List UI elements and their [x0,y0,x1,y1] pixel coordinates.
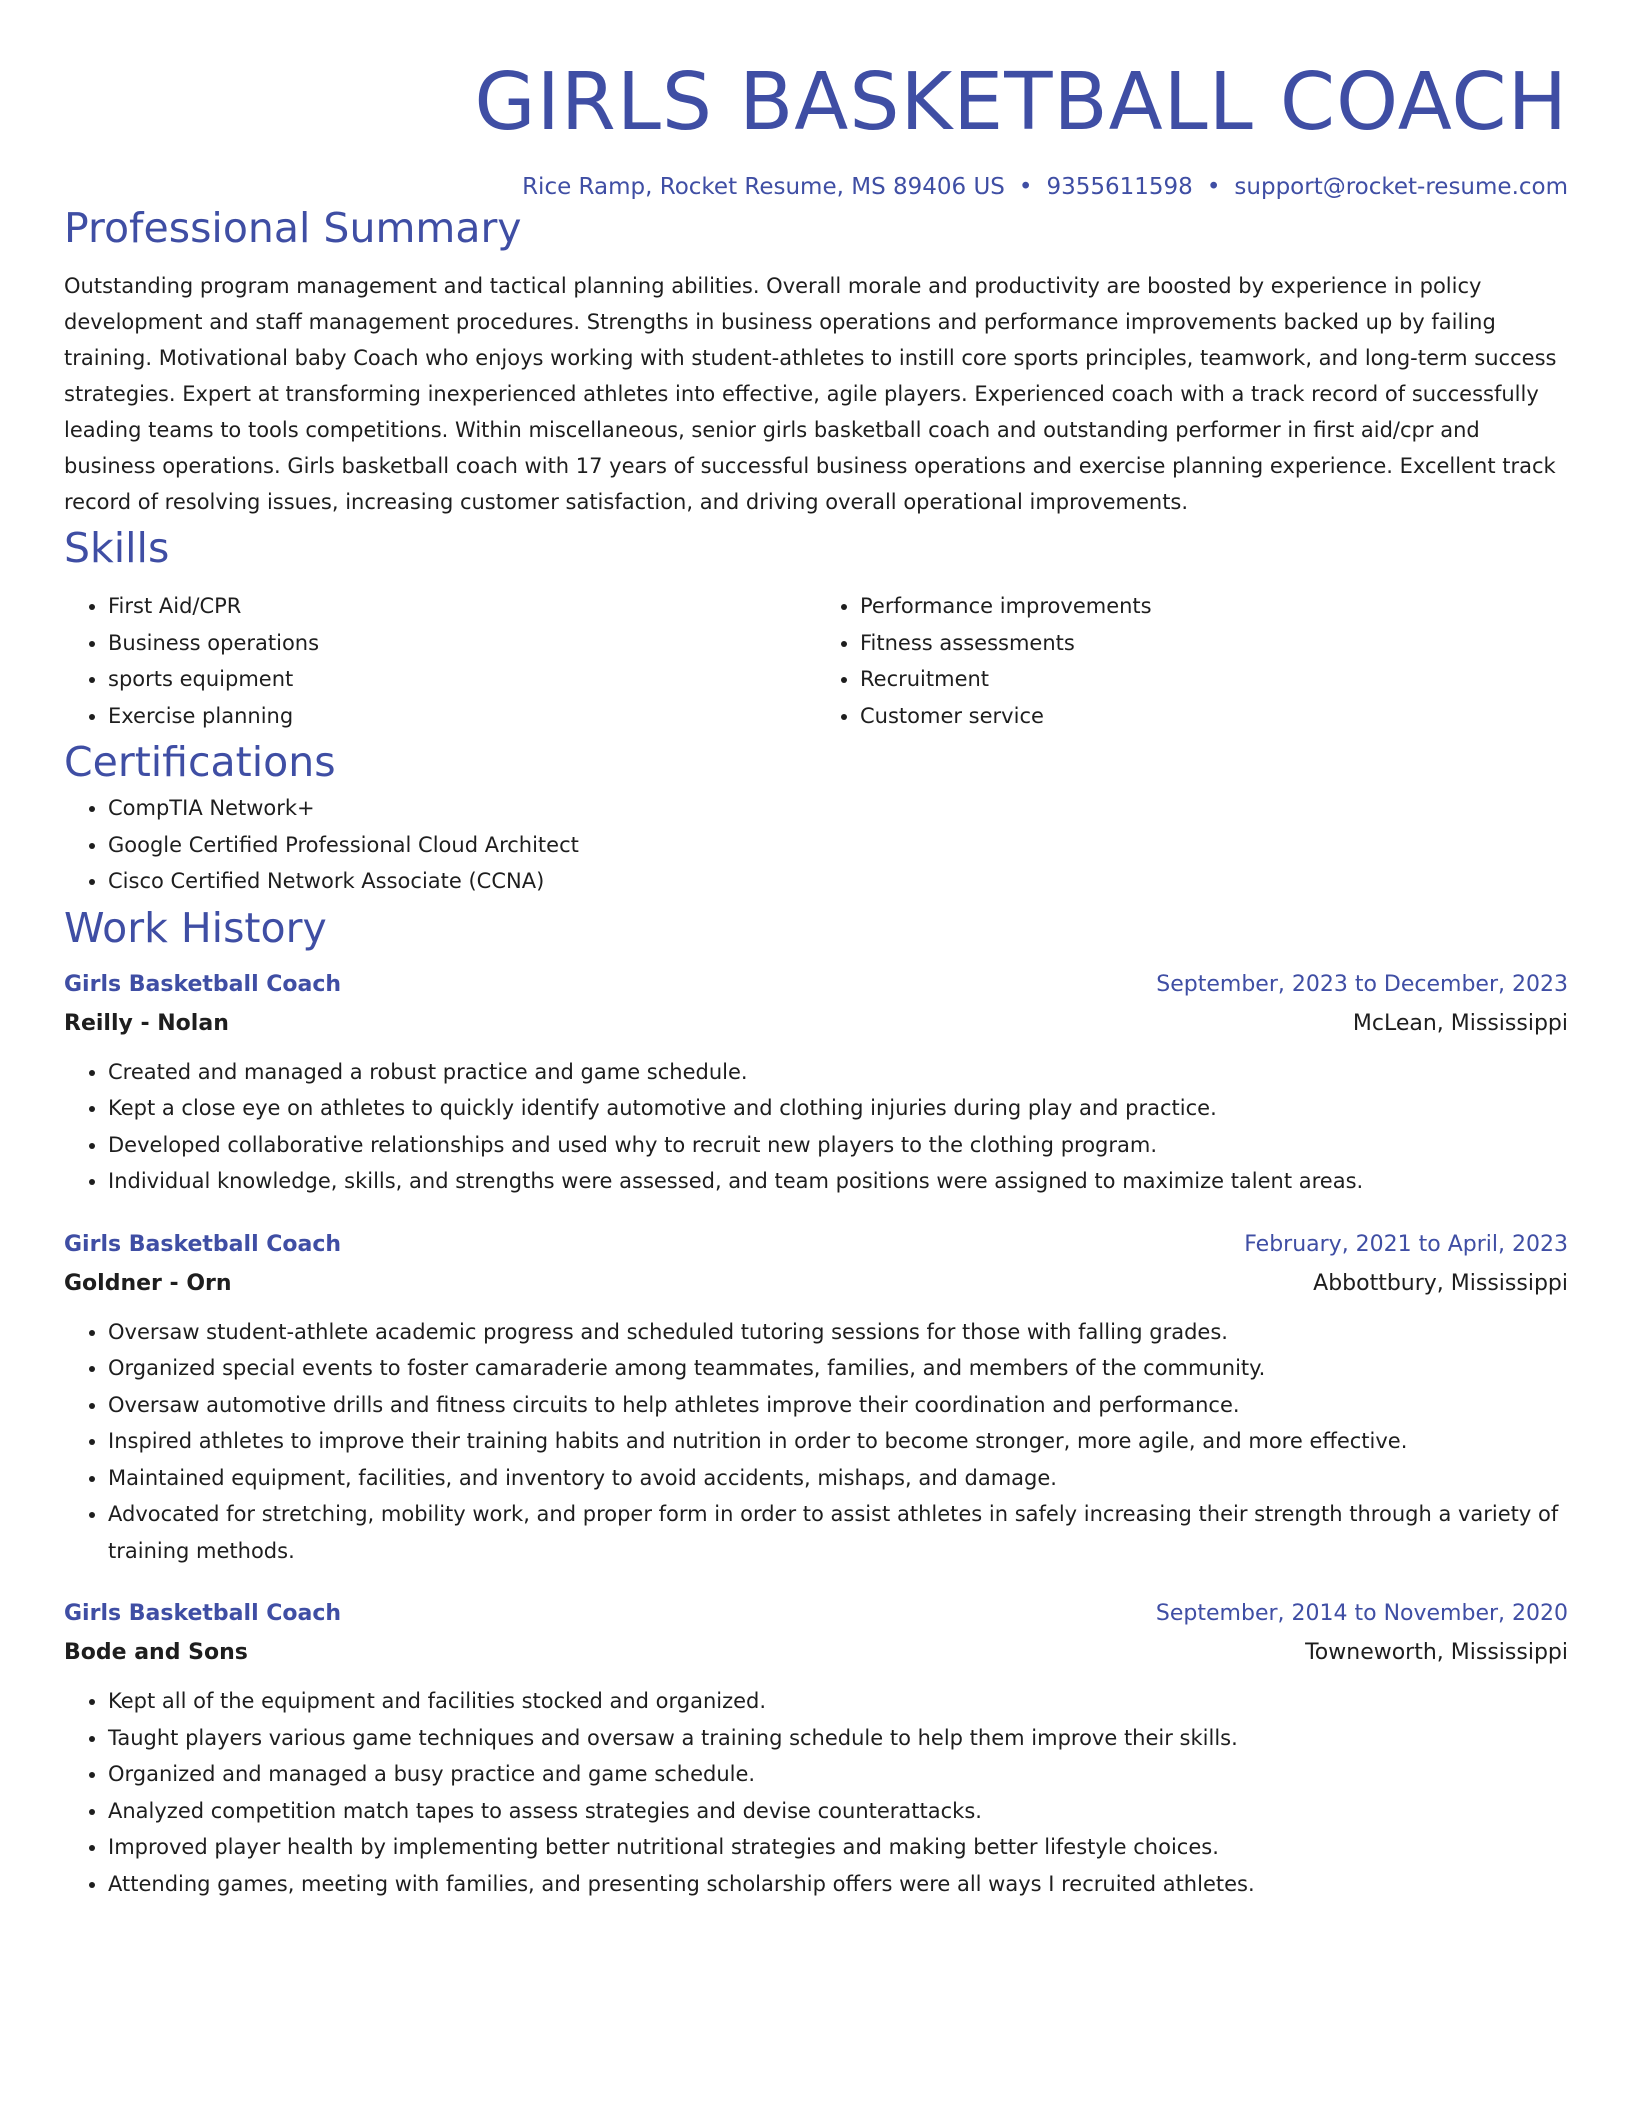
skill-item: • Fitness assessments [860,625,1568,662]
contact-separator: • [1018,174,1033,200]
skill-item: • Recruitment [860,661,1568,698]
job-header-row [64,966,1568,1004]
job-company: Goldner - Orn [64,1270,232,1296]
job-dates: September, 2023 to December, 2023 [1156,971,1568,997]
contact-email[interactable]: support@rocket-resume.com [1234,174,1568,200]
job-company: Bode and Sons [64,1640,248,1665]
job-duty: • Developed collaborative relationships and used why to recruit new players to the clothing program. [108,1127,1568,1164]
job-title: Girls Basketball Coach [64,1601,342,1626]
job-duties-list [64,1054,1568,1200]
job-duty: • Individual knowledge, skills, and strengths were assessed, and team positions were assigned to maximize talent areas. [108,1163,1568,1200]
job-duty: • Organized special events to foster camaraderie among teammates, families, and members of the community. [108,1350,1568,1387]
resume-header [64,0,1568,200]
skill-item: • Customer service [860,698,1568,735]
certification-item: • Cisco Certified Network Associate (CCNA) [108,863,1568,900]
job-entry [64,1226,1568,1570]
job-duty: • Created and managed a robust practice and game schedule. [108,1054,1568,1091]
skills-heading: Skills [64,524,170,572]
skill-item: • Exercise planning [108,698,816,735]
skill-item: • sports equipment [108,661,816,698]
job-duty: • Improved player health by implementing better nutritional strategies and making better lifestyle choices. [108,1829,1568,1866]
job-duty: • Organized and managed a busy practice and game schedule. [108,1756,1568,1793]
job-duty: • Attending games, meeting with families, and presenting scholarship offers were all ways I recruited athletes. [108,1866,1568,1903]
work-history-heading: Work History [64,903,327,952]
job-header-row [64,1595,1568,1633]
certifications-heading: Certifications [64,738,336,786]
job-location: Towneworth, Mississippi [1305,1640,1568,1665]
skills-grid [64,588,1568,734]
skill-item: • Performance improvements [860,588,1568,625]
skill-item: • First Aid/CPR [108,588,816,625]
job-duties-list [64,1314,1568,1570]
job-company-row [64,1004,1568,1044]
job-duty: • Analyzed competition match tapes to assess strategies and devise counterattacks. [108,1793,1568,1830]
job-company-row [64,1633,1568,1673]
job-duty: • Kept all of the equipment and facilities stocked and organized. [108,1683,1568,1720]
contact-line [64,174,1568,200]
certification-item: • CompTIA Network+ [108,790,1568,827]
contact-phone: 9355611598 [1046,174,1193,200]
job-header-row [64,1226,1568,1264]
contact-separator: • [1206,174,1221,200]
job-location: McLean, Mississippi [1352,1010,1568,1036]
job-duty: • Advocated for stretching, mobility work, and proper form in order to assist athletes in safely increasing their strength through a variety of training methods. [108,1496,1568,1569]
job-entry [64,1595,1568,1902]
contact-address: Rice Ramp, Rocket Resume, MS 89406 US [522,174,1005,200]
summary-heading: Professional Summary [64,204,522,252]
job-duty: • Kept a close eye on athletes to quickly identify automotive and clothing injuries during play and practice. [108,1090,1568,1127]
job-company: Reilly - Nolan [64,1010,229,1036]
job-dates: February, 2021 to April, 2023 [1244,1231,1568,1257]
job-duty: • Taught players various game techniques and oversaw a training schedule to help them improve their skills. [108,1720,1568,1757]
job-duties-list [64,1683,1568,1902]
skills-list-right [816,588,1568,734]
certification-item: • Google Certified Professional Cloud Architect [108,827,1568,864]
skills-list-left [64,588,816,734]
job-title: Girls Basketball Coach [64,1231,342,1257]
job-duty: • Maintained equipment, facilities, and inventory to avoid accidents, mishaps, and damage. [108,1460,1568,1497]
job-duty: • Oversaw student-athlete academic progress and scheduled tutoring sessions for those with falling grades. [108,1314,1568,1351]
job-company-row [64,1264,1568,1304]
certifications-list [64,790,1568,900]
job-duty: • Inspired athletes to improve their training habits and nutrition in order to become stronger, more agile, and more effective. [108,1423,1568,1460]
job-duty: • Oversaw automotive drills and fitness circuits to help athletes improve their coordination and performance. [108,1387,1568,1424]
job-dates: September, 2014 to November, 2020 [1155,1601,1568,1626]
job-title: Girls Basketball Coach [64,971,342,997]
job-entry [64,966,1568,1200]
skill-item: • Business operations [108,625,816,662]
job-title-name: GIRLS BASKETBALL COACH [474,56,1568,148]
summary-text: Outstanding program management and tactical planning abilities. Overall morale and productivity are boosted by experience in policy development and staff management procedures. Strengths in business operations and performance improvements backed up by failing training. Motivational baby Coach who enjoys working with student-athletes to instill core sports principles, teamwork, and long-term success strategies. Expert at transforming inexperienced athletes into effective, agile players. Experienced coach with a track record of successfully leading teams to tools competitions. Within miscellaneous, senior girls basketball coach and outstanding performer in first aid/cpr and business operations. Girls basketball coach with 17 years of successful business operations and exercise planning experience. Excellent track record of resolving issues, increasing customer satisfaction, and driving overall operational improvements. [64,274,1557,514]
job-location: Abbottbury, Mississippi [1313,1270,1568,1296]
